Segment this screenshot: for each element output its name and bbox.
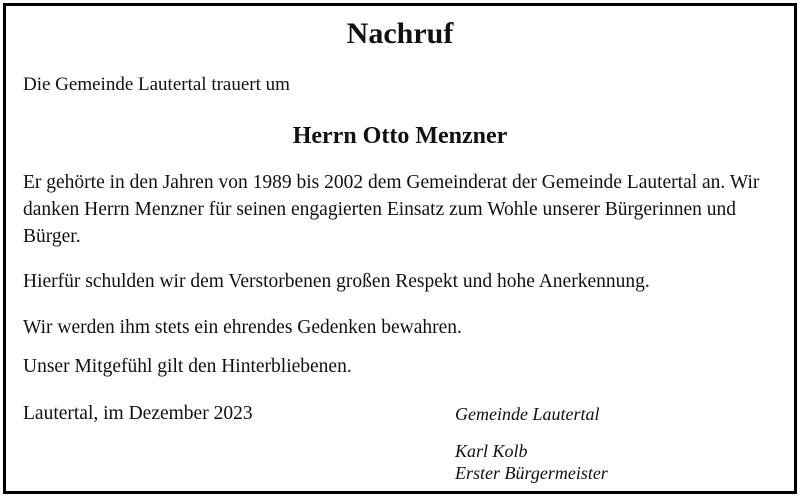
signature-organization: Gemeinde Lautertal — [455, 404, 600, 424]
obituary-notice — [3, 3, 797, 494]
signature-role: Erster Bürgermeister — [455, 463, 608, 483]
paragraph-service: Er gehörte in den Jahren von 1989 bis 2002 dem Gemeinderat der Gemeinde Lautertal an. Wir danken Herrn Menzner für seinen engagierten Einsatz zum Wohle unserer Bürgerinnen und Bürger. — [23, 172, 760, 247]
deceased-name: Herrn Otto Menzner — [292, 123, 508, 149]
paragraph-memory: Wir werden ihm stets ein ehrendes Gedenken bewahren. — [23, 317, 462, 338]
notice-title: Nachruf — [346, 17, 454, 50]
paragraph-respect: Hierfür schulden wir dem Verstorbenen großen Respekt und hohe Anerkennung. — [23, 271, 650, 292]
signature-signer: Karl Kolb — [455, 441, 528, 461]
paragraph-condolence: Unser Mitgefühl gilt den Hinterbliebenen. — [23, 356, 352, 377]
place-date: Lautertal, im Dezember 2023 — [23, 403, 253, 424]
intro-line: Die Gemeinde Lautertal trauert um — [23, 74, 290, 95]
